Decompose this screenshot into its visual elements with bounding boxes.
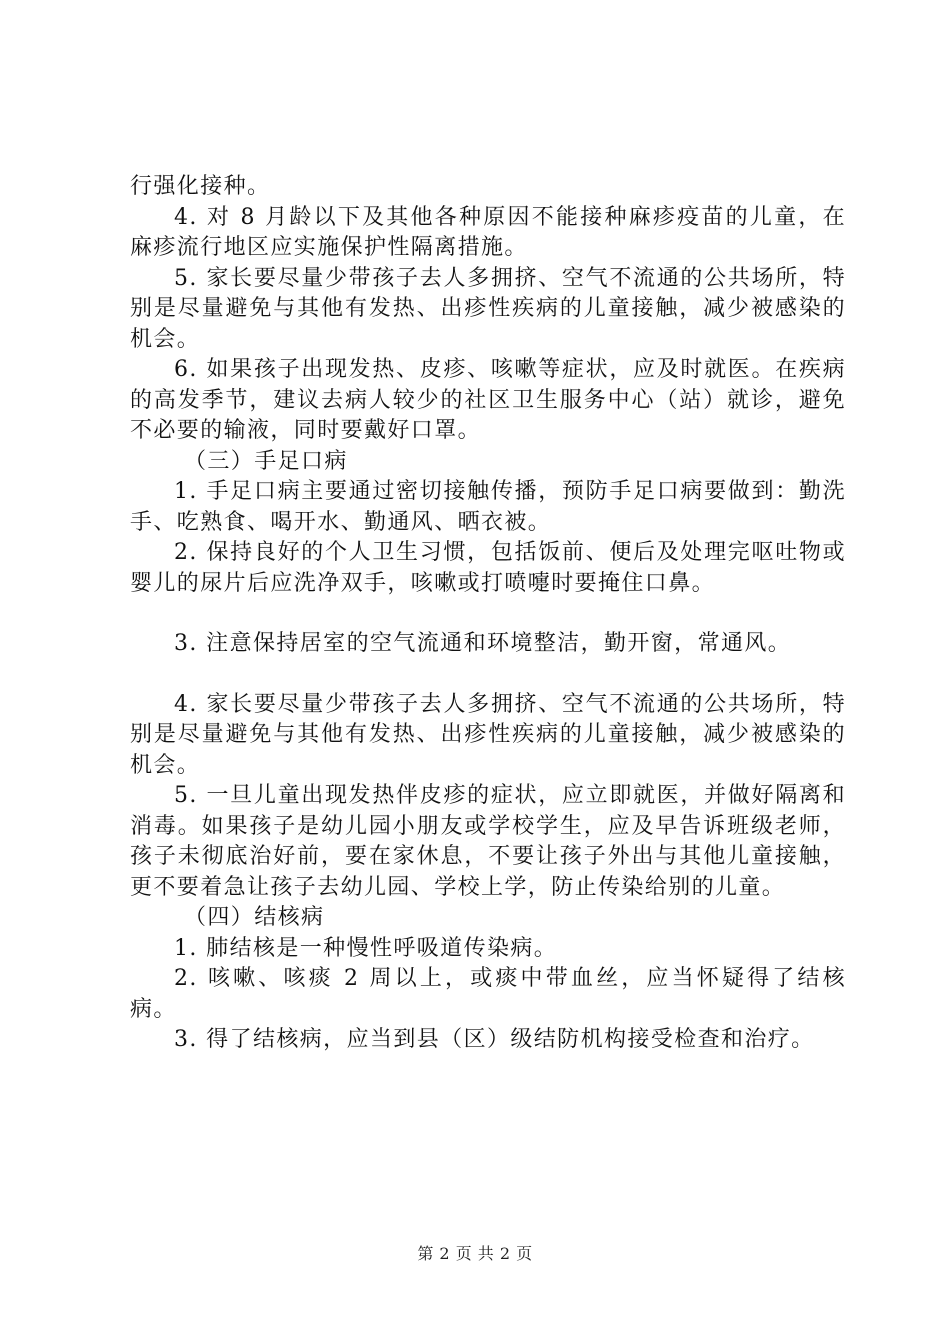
measles-item-6: 6. 如果孩子出现发热、皮疹、咳嗽等症状，应及时就医。在疾病的高发季节，建议去病人较少的社区卫生服务中心（站）就诊，避免不必要的输液，同时要戴好口罩。 [130,357,846,443]
hfmd-item-5: 5. 一旦儿童出现发热伴皮疹的症状，应立即就医，并做好隔离和消毒。如果孩子是幼儿园小朋友或学校学生，应及早告诉班级老师，孩子未彻底治好前，要在家休息，不要让孩子外出与其他儿童接触，更不要着急让孩子去幼儿园、学校上学，防止传染给别的儿童。 [130,783,846,900]
tb-item-3: 3. 得了结核病，应当到县（区）级结防机构接受检查和治疗。 [174,1027,815,1052]
measles-item-4: 4. 对 8 月龄以下及其他各种原因不能接种麻疹疫苗的儿童，在麻疹流行地区应实施保护性隔离措施。 [130,204,846,260]
paragraph-continuation: 行强化接种。 [130,174,271,199]
measles-item-5: 5. 家长要尽量少带孩子去人多拥挤、空气不流通的公共场所，特别是尽量避免与其他有发热、出疹性疾病的儿童接触，减少被感染的机会。 [130,265,846,352]
hfmd-item-4: 4. 家长要尽量少带孩子去人多拥挤、空气不流通的公共场所，特别是尽量避免与其他有发热、出疹性疾病的儿童接触，减少被感染的机会。 [130,691,846,778]
section-heading-tuberculosis: （四）结核病 [184,905,325,930]
document-body [130,172,846,1056]
section-heading-hfmd: （三）手足口病 [184,448,348,474]
hfmd-item-3: 3. 注意保持居室的空气流通和环境整洁，勤开窗，常通风。 [174,631,792,656]
tb-item-1: 1. 肺结核是一种慢性呼吸道传染病。 [174,935,558,961]
page-number-footer: 第 2 页 共 2 页 [417,1244,533,1263]
hfmd-item-1: 1. 手足口病主要通过密切接触传播，预防手足口病要做到：勤洗手、吃熟食、喝开水、勤通风、晒衣被。 [130,479,846,535]
tb-item-2: 2. 咳嗽、咳痰 2 周以上，或痰中带血丝，应当怀疑得了结核病。 [130,966,846,1022]
hfmd-item-2: 2. 保持良好的个人卫生习惯，包括饭前、便后及处理完呕吐物或婴儿的尿片后应洗净双手，咳嗽或打喷嚏时要掩住口鼻。 [130,540,846,596]
